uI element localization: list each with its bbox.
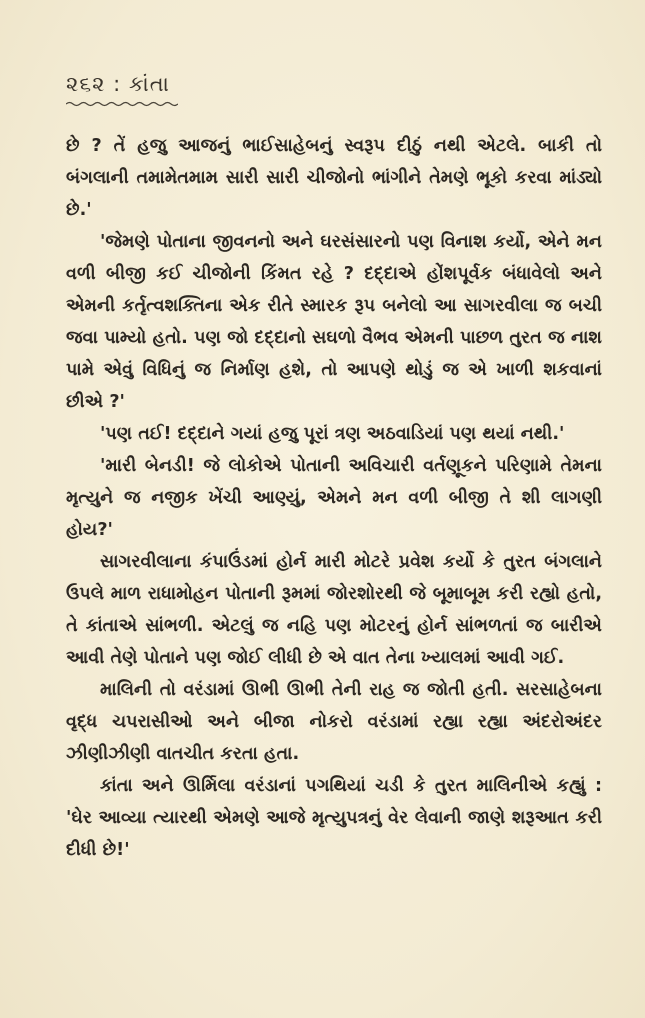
paragraph: માલિની તો વરંડામાં ઊભી ઊભી તેની રાહ જ જોતી હતી. સરસાહેબના વૃદ્ધ ચપરાસીઓ અને બીજા નોકરો વરંડામાં રહ્યા રહ્યા અંદરોઅંદર ઝીણીઝીણી વાતચીત કરતા હતા. [66, 680, 602, 764]
paragraph: 'મારી બેનડી! જે લોકોએ પોતાની અવિચારી વર્તણૂકને પરિણામે તેમના મૃત્યુને જ નજીક ખેંચી આણ્યું, એમને મન વળી બીજી તે શી લાગણી હોય?' [66, 456, 602, 540]
header-wavy-rule [66, 101, 178, 107]
paragraph: છે ? તેં હજુ આજનું ભાઈસાહેબનું સ્વરૂપ દીઠું નથી એટલે. બાકી તો બંગલાની તમામેતમામ સારી સારી ચીજોનો ભાંગીને તેમણે ભૂકો કરવા માંડ્યો છે.' [66, 136, 602, 220]
paragraph: કાંતા અને ઊર્મિલા વરંડાનાં પગથિયાં ચડી કે તુરત માલિનીએ કહ્યું : 'ઘેર આવ્યા ત્યારથી એમણે આજે મૃત્યુપત્રનું વેર લેવાની જાણે શરૂઆત કરી દીધી છે!' [66, 776, 602, 860]
paragraph: 'જેમણે પોતાના જીવનનો અને ઘરસંસારનો પણ વિનાશ કર્યો, એને મન વળી બીજી કઈ ચીજોની કિંમત રહે ? દદ્દાએ હોંશપૂર્વક બંધાવેલો અને એમની કર્તૃત્વશક્તિના એક રીતે સ્મારક રૂપ બનેલો આ સાગરવીલા જ બચી જવા પામ્યો હતો. પણ જો દદ્દાનો સઘળો વૈભવ એમની પાછળ તુરત જ નાશ પામે એવું વિધિનું જ નિર્માણ હશે, તો આપણે થોડું જ એ ખાળી શકવાનાં છીએ ?' [66, 232, 602, 412]
running-head: ૨૬૨ : કાંતા [66, 72, 170, 96]
paragraph: સાગરવીલાના કંપાઉંડમાં હોર્ન મારી મોટરે પ્રવેશ કર્યો કે તુરત બંગલાને ઉપલે માળ રાધામોહન પોતાની રૂમમાં જોરશોરથી જે બૂમાબૂમ કરી રહ્યો હતો, તે કાંતાએ સાંભળી. એટલું જ નહિ પણ મોટરનું હોર્ન સાંભળતાં જ બારીએ આવી તેણે પોતાને પણ જોઈ લીધી છે એ વાત તેના ખ્યાલમાં આવી ગઈ. [66, 552, 602, 668]
body-text [66, 130, 602, 866]
paragraph: 'પણ તઈ! દદ્દાને ગયાં હજુ પૂરાં ત્રણ અઠવાડિયાં પણ થયાં નથી.' [100, 424, 565, 444]
